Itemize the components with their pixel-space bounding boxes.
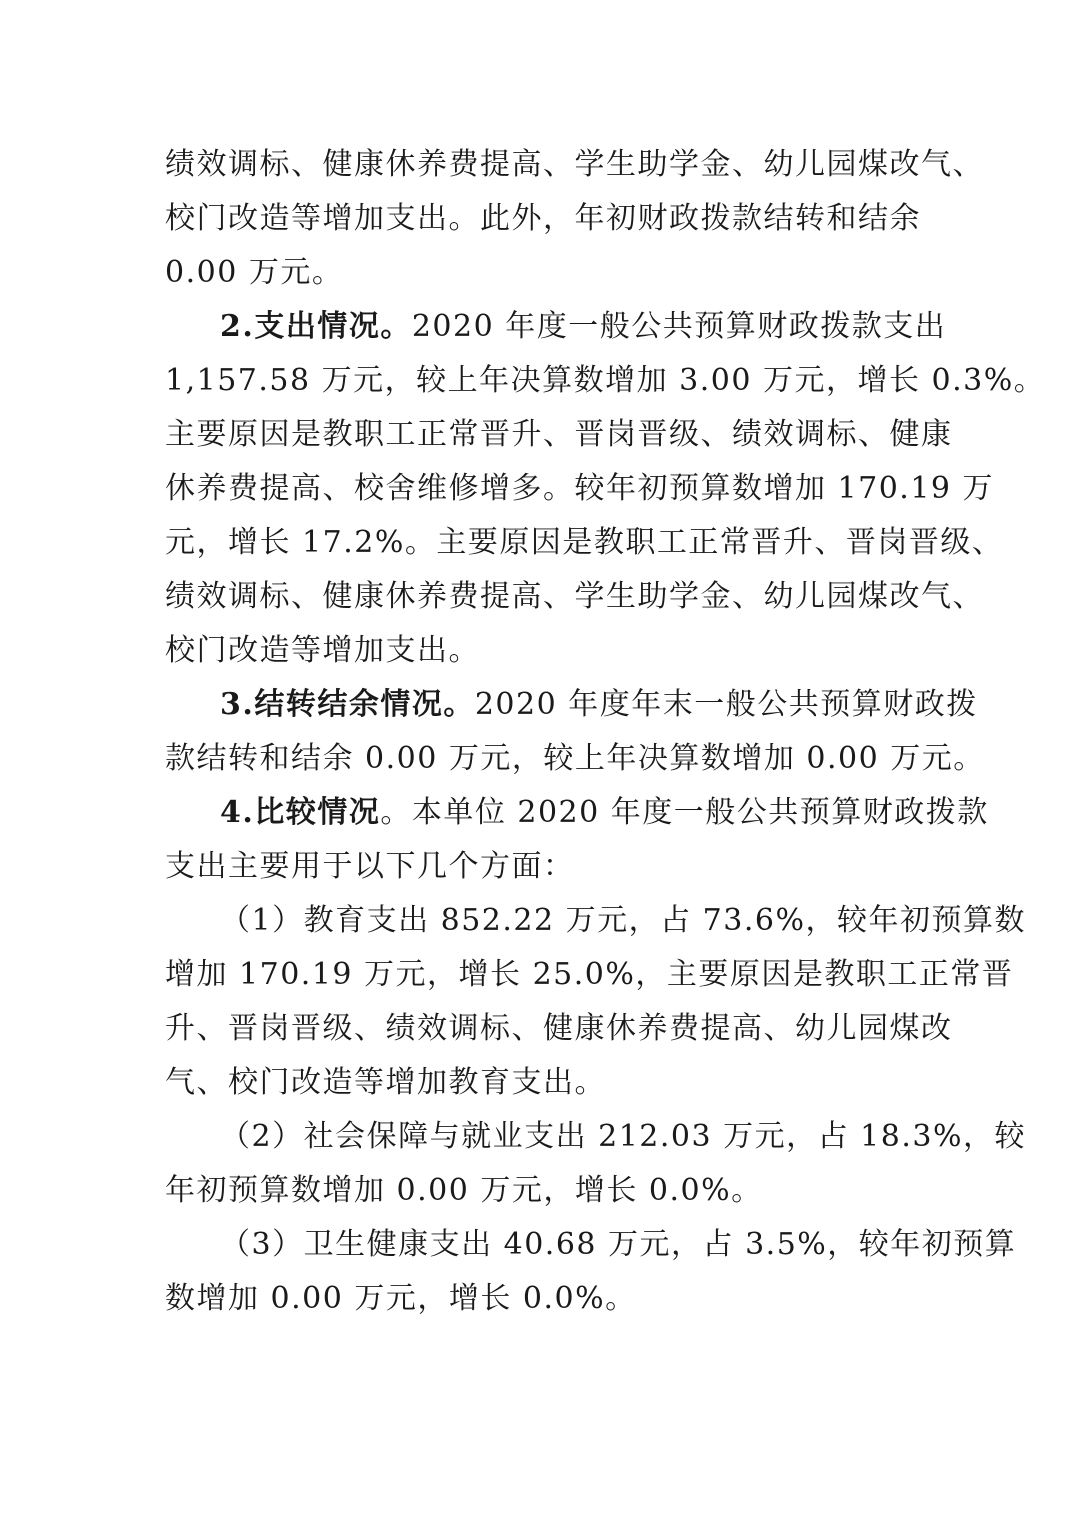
section-heading-line: 4.比较情况。本单位 2020 年度一般公共预算财政拨款 bbox=[220, 795, 989, 830]
text-line: 1,157.58 万元，较上年决算数增加 3.00 万元，增长 0.3%。 bbox=[165, 363, 1046, 398]
text-line: 校门改造等增加支出。此外，年初财政拨款结转和结余 bbox=[165, 201, 921, 236]
text-line: 休养费提高、校舍维修增多。较年初预算数增加 170.19 万 bbox=[165, 471, 995, 506]
text-line: 元，增长 17.2%。主要原因是教职工正常晋升、晋岗晋级、 bbox=[165, 525, 1004, 560]
text-line: 气、校门改造等增加教育支出。 bbox=[165, 1065, 606, 1100]
text-line: 支出主要用于以下几个方面： bbox=[165, 849, 575, 884]
list-item-line: （1）教育支出 852.22 万元，占 73.6%，较年初预算数 bbox=[220, 903, 1026, 938]
text-line: 0.00 万元。 bbox=[165, 255, 344, 290]
text-line: 年初预算数增加 0.00 万元，增长 0.0%。 bbox=[165, 1173, 763, 1208]
list-item-line: （3）卫生健康支出 40.68 万元，占 3.5%，较年初预算 bbox=[220, 1227, 1017, 1262]
section-heading: 3.结转结余情况。 bbox=[220, 687, 475, 722]
section-heading-line: 3.结转结余情况。2020 年度年末一般公共预算财政拨 bbox=[220, 687, 978, 722]
text-line: 增加 170.19 万元，增长 25.0%，主要原因是教职工正常晋 bbox=[165, 957, 1014, 992]
text-line: 主要原因是教职工正常晋升、晋岗晋级、绩效调标、健康 bbox=[165, 417, 953, 452]
text-line: 升、晋岗晋级、绩效调标、健康休养费提高、幼儿园煤改 bbox=[165, 1011, 953, 1046]
text-line: 绩效调标、健康休养费提高、学生助学金、幼儿园煤改气、 bbox=[165, 579, 984, 614]
section-heading: 2.支出情况。 bbox=[220, 309, 412, 344]
list-item-line: （2）社会保障与就业支出 212.03 万元，占 18.3%，较 bbox=[220, 1119, 1026, 1154]
text-line: 绩效调标、健康休养费提高、学生助学金、幼儿园煤改气、 bbox=[165, 147, 984, 182]
text-line: 数增加 0.00 万元，增长 0.0%。 bbox=[165, 1281, 637, 1316]
section-heading-line: 2.支出情况。2020 年度一般公共预算财政拨款支出 bbox=[220, 309, 947, 344]
text-line: 款结转和结余 0.00 万元，较上年决算数增加 0.00 万元。 bbox=[165, 741, 985, 776]
section-heading: 4.比较情况 bbox=[220, 795, 381, 830]
text-line: 校门改造等增加支出。 bbox=[165, 633, 480, 668]
